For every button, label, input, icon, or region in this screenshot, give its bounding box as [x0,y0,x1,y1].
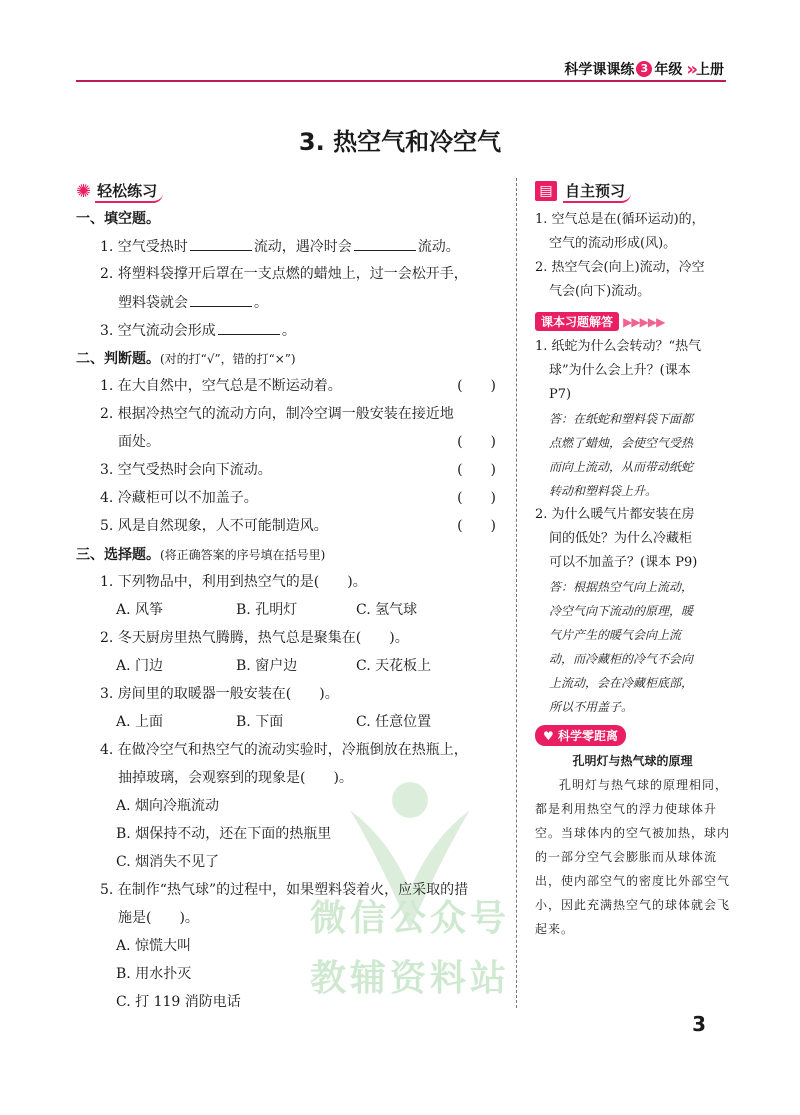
choice-option: C. 天花板上 [356,658,432,674]
judge-note: (对的打“√”，错的打“×”) [160,352,296,366]
reading-body: 孔明灯与热气球的原理相同，都是利用热空气的浮力使球体升空。当球体内的空气被加热，球内的一部分空气会膨胀而从球体流出，使内部空气的密度比外部空气小，因此充满热空气的球体就会飞起来。 [535,778,731,936]
choice-option: C. 氢气球 [356,602,418,618]
choice-option: A. 上面 [116,714,164,730]
judge-item-text: 1. 在大自然中，空气总是不断运动着。 [100,378,342,394]
choice-options [76,652,506,680]
tb-question: 可以不加盖子？(课本 P9) [549,555,698,570]
grade-number: 3 [636,61,652,77]
textbook-header [535,312,730,331]
section-preview-title: 自主预习 [563,180,631,203]
preview-line: 气会(向下)流动。 [549,284,651,299]
header-rule [76,80,726,82]
choice-options [76,708,506,736]
choice-option: B. 孔明灯 [236,602,298,618]
tb-question: 间的低处？为什么冷藏柜 [549,531,693,546]
section-practice-title: 轻松练习 [95,180,163,203]
section-preview-header [535,178,730,204]
judge-item [76,512,506,540]
choice-option: A. 风筝 [116,602,164,618]
page-title: 3. 热空气和冷空气 [298,128,502,156]
tb-answer: 而向上流动，从而带动纸蛇 [549,460,694,474]
choice-stem: 3. 房间里的取暖器一般安装在( )。 [100,686,339,702]
tb-answer: 答：在纸蛇和塑料袋下面都 [549,412,694,426]
judge-item [76,456,506,484]
volume-label: 上册 [696,62,724,78]
judge-item-text: 面处。 [118,434,160,450]
judge-item-text: 2. 根据冷热空气的流动方向，制冷空调一般安装在接近地 [100,406,454,422]
answer-paren[interactable]: ( ) [457,490,496,506]
choice-stem-cont: 抽掉玻璃，会观察到的现象是( )。 [118,770,353,786]
double-chevron-icon: » [686,58,692,80]
choice-option: A. 烟向冷瓶流动 [116,798,220,814]
answer-blank[interactable] [190,288,252,307]
preview-line: 1. 空气总是在(循环运动)的， [535,212,705,227]
tb-question: 球”为什么会上升？(课本 [549,363,691,378]
judge-heading-text: 二、判断题。 [76,351,160,367]
watermark-line1: 微信公众号 [309,898,510,939]
fill-heading: 一、填空题。 [76,211,160,227]
fill-q3-text-a: 3. 空气流动会形成 [100,323,216,339]
tb-answer: 点燃了蜡烛，会使空气受热 [549,436,694,450]
choice-option: A. 惊慌大叫 [116,938,192,954]
book-icon: ▤ [535,181,557,201]
judge-item [76,484,506,512]
choice-option: B. 下面 [236,714,284,730]
choice-stem: 4. 在做冷空气和热空气的流动实验时，冷瓶倒放在热瓶上， [100,742,468,758]
choice-option: B. 烟保持不动，还在下面的热瓶里 [116,826,332,842]
answer-blank[interactable] [354,232,416,251]
choice-options [76,596,506,624]
preview-line: 2. 热空气会(向上)流动，冷空 [535,260,705,275]
judge-heading [76,348,506,370]
arrows-icon: ▶▶▶▶▶ [623,315,665,329]
choice-stem-cont: 施是( )。 [118,910,199,926]
answer-paren[interactable]: ( ) [457,378,496,394]
fill-q2-cont [76,288,506,316]
tb-question: P7) [549,387,572,402]
tb-answer: 上流动，会在冷藏柜底部， [549,676,694,690]
judge-item [76,400,506,428]
choice-option: C. 打 119 消防电话 [116,994,241,1010]
choice-option: C. 烟消失不见了 [116,854,220,870]
watermark-line2: 教辅资料站 [309,958,510,999]
choice-option: B. 窗户边 [236,658,298,674]
judge-item-text: 5. 风是自然现象，人不可能制造风。 [100,518,328,534]
tb-answer: 动，而冷藏柜的冷气不会向 [549,652,694,666]
science-title-text: 科学零距离 [557,729,618,743]
fill-q3 [76,316,506,344]
choice-heading-text: 三、选择题。 [76,547,160,563]
fill-q2 [76,260,506,288]
fill-q1-text-b: 流动，遇冷时会 [253,239,352,255]
column-divider [516,178,517,1008]
series-header [564,58,724,80]
answer-blank[interactable] [218,316,280,335]
judge-item [76,372,506,400]
choice-stem: 2. 冬天厨房里热气腾腾，热气总是聚集在( )。 [100,630,409,646]
right-column [535,178,730,941]
section-practice-header [76,178,506,204]
choice-heading [76,544,506,566]
judge-item-text: 4. 冷藏柜可以不加盖子。 [100,490,258,506]
fill-q2-text-a: 2. 将塑料袋撑开后罩在一支点燃的蜡烛上，过一会松开手， [100,266,468,282]
tb-answer: 冷空气向下流动的原理，暖 [549,604,694,618]
answer-paren[interactable]: ( ) [457,434,496,450]
choice-stem: 1. 下列物品中，利用到热空气的是( )。 [100,574,367,590]
science-header [535,725,730,746]
textbook-title: 课本习题解答 [535,312,619,331]
sun-icon: ✺ [76,180,92,202]
choice-option: C. 任意位置 [356,714,432,730]
choice-option: A. 门边 [116,658,164,674]
choice-stem: 5. 在制作“热气球”的过程中，如果塑料袋着火，应采取的措 [100,882,469,898]
tb-answer: 答：根据热空气向上流动， [549,580,694,594]
tb-answer: 气片产生的暖气会向上流 [549,628,682,642]
page-number: 3 [692,1012,706,1036]
tb-answer: 转动和塑料袋上升。 [549,484,658,498]
fill-q1-text-a: 1. 空气受热时 [100,239,188,255]
answer-paren[interactable]: ( ) [457,518,496,534]
fill-q1-text-c: 流动。 [417,239,460,255]
fill-q2-text-c: 。 [254,295,268,311]
tb-question: 2. 为什么暖气片都安装在房 [535,507,695,522]
series-name: 科学课课练 [564,62,635,78]
reading-title: 孔明灯与热气球的原理 [572,754,693,768]
left-column [76,178,506,1016]
judge-item-cont [76,428,506,456]
choice-option: B. 用水扑灭 [116,966,192,982]
answer-blank[interactable] [190,232,252,251]
grade-label: 年级 [654,62,683,78]
judge-item-text: 3. 空气受热时会向下流动。 [100,462,272,478]
tb-answer: 所以不用盖子。 [549,700,634,714]
science-title: ♥ 科学零距离 [535,725,626,746]
fill-q3-text-b: 。 [281,323,296,339]
fill-q1 [76,232,506,260]
answer-paren[interactable]: ( ) [457,462,496,478]
tb-question: 1. 纸蛇为什么会转动？“热气 [535,339,702,354]
fill-q2-text-b: 塑料袋就会 [118,295,188,311]
choice-note: (将正确答案的序号填在括号里) [160,548,326,562]
preview-line: 空气的流动形成(风)。 [549,236,677,251]
